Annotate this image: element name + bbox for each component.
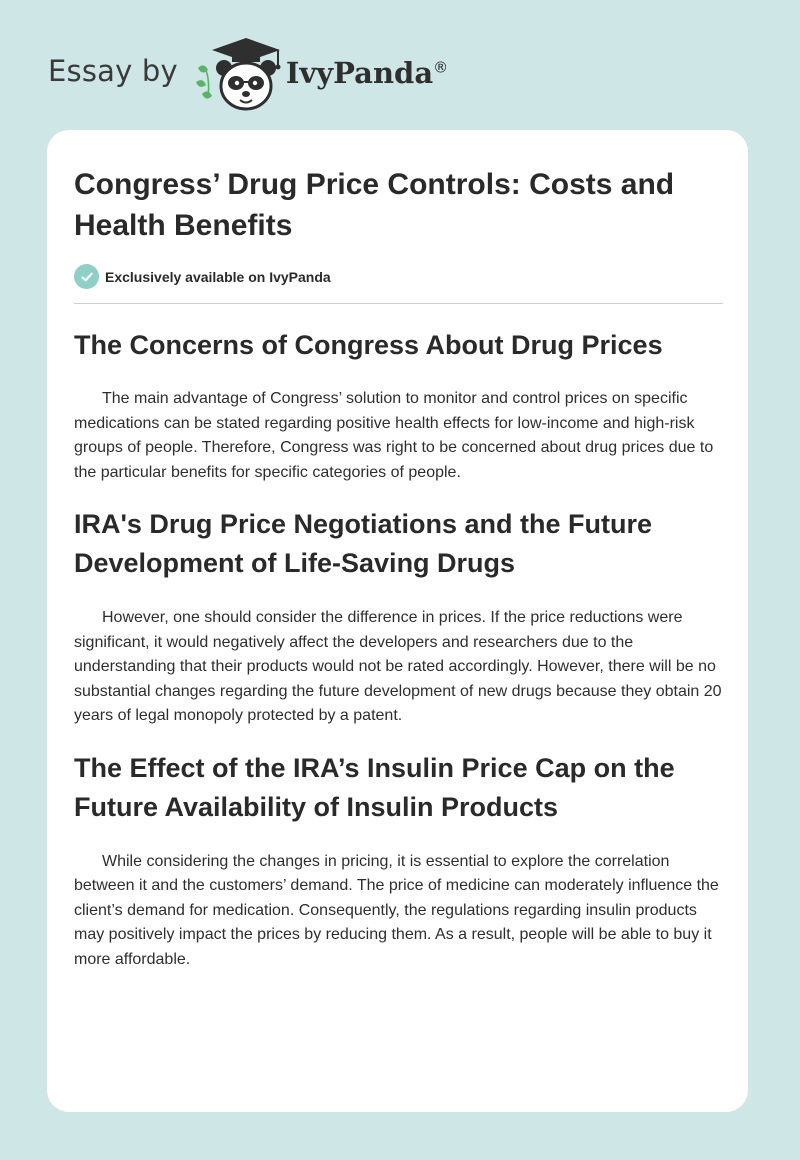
- section-paragraph: The main advantage of Congress’ solution to monitor and control prices on specific medications can be stated regarding positive health effects for low-income and high-risk groups of people. Therefore, Congress was right to be concerned about drug prices due to the particular benefits for specific categories of people.: [74, 390, 714, 481]
- panda-graduate-logo-icon[interactable]: [192, 34, 284, 114]
- section-concerns: [74, 326, 723, 485]
- section-insulin: [74, 749, 723, 973]
- exclusive-badge: [74, 264, 723, 289]
- check-icon: [74, 264, 99, 289]
- section-negotiations: [74, 505, 723, 729]
- essay-title: Congress’ Drug Price Controls: Costs and Health Benefits: [74, 168, 675, 242]
- section-heading: The Concerns of Congress About Drug Prices: [74, 330, 663, 360]
- title-divider: [74, 303, 723, 304]
- section-paragraph: While considering the changes in pricing, it is essential to explore the correlation between it and the customers’ demand. The price of medicine can moderately influence the client’s demand for medication. Consequently, the regulations regarding insulin products may positively impact the prices by reducing them. As a result, people will be able to buy it more affordable.: [74, 852, 719, 968]
- brand-name[interactable]: IvyPanda®: [285, 56, 449, 90]
- site-header: [48, 34, 448, 114]
- section-heading: The Effect of the IRA’s Insulin Price Cap on the Future Availability of Insulin Products: [74, 752, 675, 822]
- section-paragraph: However, one should consider the difference in prices. If the price reductions were significant, it would negatively affect the developers and researchers due to the understanding that their products would not be rated accordingly. However, there will be no substantial changes regarding the future development of new drugs because they obtain 20 years of legal monopoly protected by a patent.: [74, 609, 722, 724]
- essay-content: [74, 164, 723, 972]
- essay-by-label: Essay by: [48, 54, 178, 88]
- exclusive-label: Exclusively available on IvyPanda: [105, 268, 331, 285]
- essay-card: [47, 130, 748, 1112]
- section-heading: IRA's Drug Price Negotiations and the Future Development of Life-Saving Drugs: [74, 509, 652, 578]
